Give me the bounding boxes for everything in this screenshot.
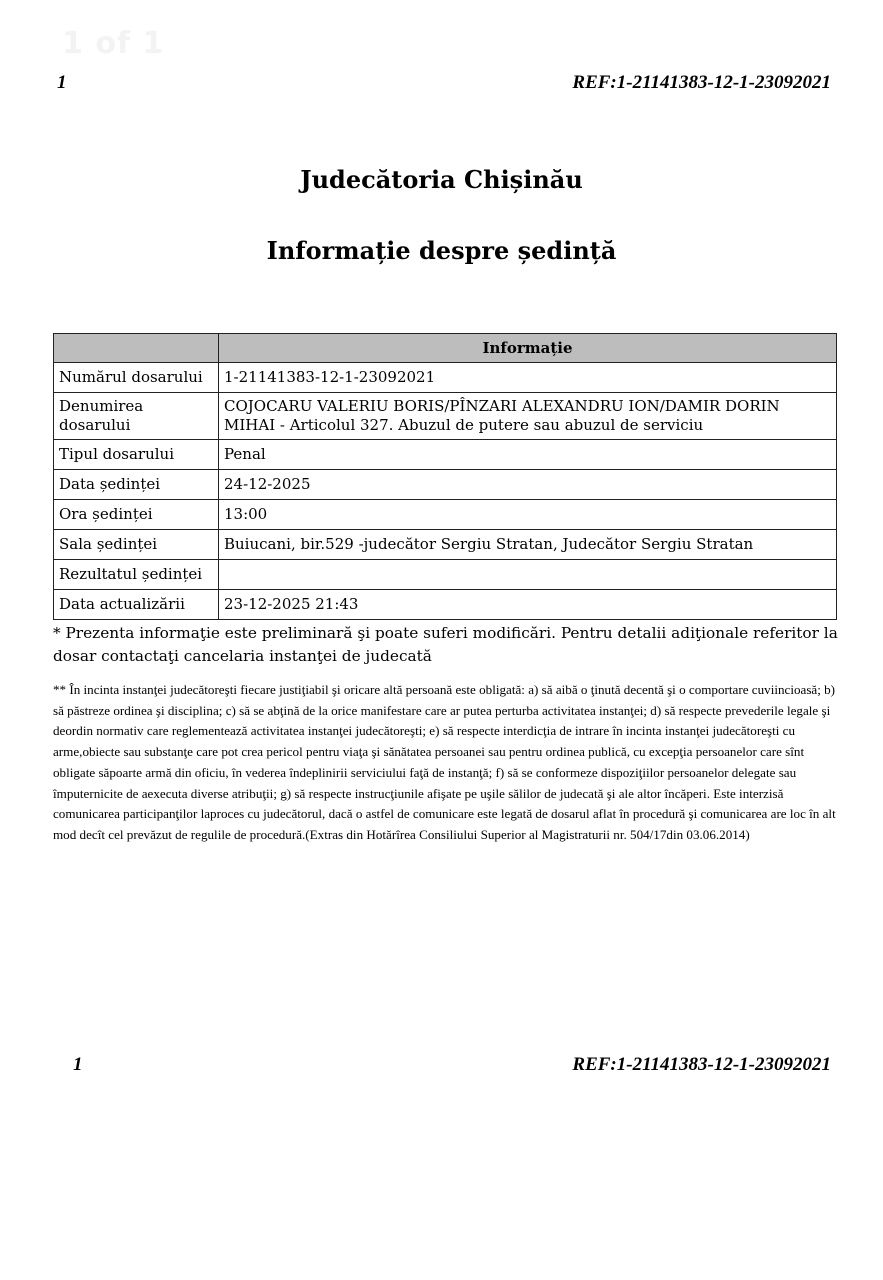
table-row	[54, 500, 837, 530]
table-row	[54, 470, 837, 500]
table-row	[54, 560, 837, 590]
row-label: Denumirea dosarului	[54, 393, 219, 440]
row-value	[219, 560, 837, 590]
row-label: Numărul dosarului	[54, 363, 219, 393]
row-value: Penal	[219, 440, 837, 470]
footer-reference: REF:1-21141383-12-1-23092021	[572, 1054, 831, 1075]
table-row	[54, 440, 837, 470]
row-label: Data ședinței	[54, 470, 219, 500]
row-value: 23-12-2025 21:43	[219, 590, 837, 620]
row-value: 24-12-2025	[219, 470, 837, 500]
row-label: Data actualizării	[54, 590, 219, 620]
row-label: Tipul dosarului	[54, 440, 219, 470]
table-row	[54, 590, 837, 620]
table-header-empty	[54, 334, 219, 363]
page-title: Informație despre ședință	[266, 236, 617, 265]
table-header-row	[54, 334, 837, 363]
row-label: Ora ședinței	[54, 500, 219, 530]
header-page-number: 1	[57, 72, 67, 93]
preliminary-info-note: * Prezenta informaţie este preliminară şi poate suferi modificări. Pentru detalii adiţionale referitor la dosar contactaţi cancelaria instanţei de judecată	[53, 624, 838, 665]
row-value: 13:00	[219, 500, 837, 530]
hearing-info-table	[53, 333, 837, 620]
row-label: Sala ședinței	[54, 530, 219, 560]
footer-page-number: 1	[73, 1054, 83, 1075]
row-value: Buiucani, bir.529 -judecător Sergiu Stratan, Judecător Sergiu Stratan	[219, 530, 837, 560]
court-title: Judecătoria Chișinău	[300, 165, 583, 194]
table-header-label: Informație	[219, 334, 837, 363]
page-count-watermark: 1 of 1	[62, 26, 165, 61]
header-reference: REF:1-21141383-12-1-23092021	[572, 72, 831, 93]
row-value: 1-21141383-12-1-23092021	[219, 363, 837, 393]
table-row	[54, 363, 837, 393]
row-value: COJOCARU VALERIU BORIS/PÎNZARI ALEXANDRU ION/DAMIR DORIN MIHAI - Articolul 327. Abuzul de putere sau abuzul de serviciu	[219, 393, 837, 440]
table-row	[54, 393, 837, 440]
table-row	[54, 530, 837, 560]
court-conduct-rules-note: ** În incinta instanţei judecătoreşti fiecare justiţiabil şi oricare altă persoană este obligată: a) să aibă o ţinută decentă şi o comportare cuviincioasă; b) să păstreze ordinea şi disciplina; c) să se abţină de la orice manifestare care ar putea perturba activitatea instanţei; d) să respecte prevederile legale şi deordin normativ care reglementează activitatea instanţei judecătoreşti; e) să respecte interdicţia de intrare în incinta instanţei judecătoreşti cu arme,obiecte sau substanţe care pot crea pericol pentru viaţa şi sănătatea persoanei sau pentru ordinea publică, cu excepţia persoanelor care sînt obligate săpoarte armă din oficiu, în vederea îndeplinirii serviciului faţă de instanţă; f) să se conformeze dispoziţiilor persoanelor delegate sau împuternicite de aexecuta diverse atribuţii; g) să respecte instrucţiunile afişate pe uşile sălilor de judecată şi ale altor încăperi. Este interzisă comunicarea participanţilor laproces cu judecătorul, dacă o astfel de comunicare este legată de dosarul aflat în procedură şi comunicarea are loc în alt mod decît cel prevăzut de regulile de procedură.(Extras din Hotărîrea Consiliului Superior al Magistraturii nr. 504/17din 03.06.2014)	[53, 682, 836, 842]
row-label: Rezultatul ședinței	[54, 560, 219, 590]
